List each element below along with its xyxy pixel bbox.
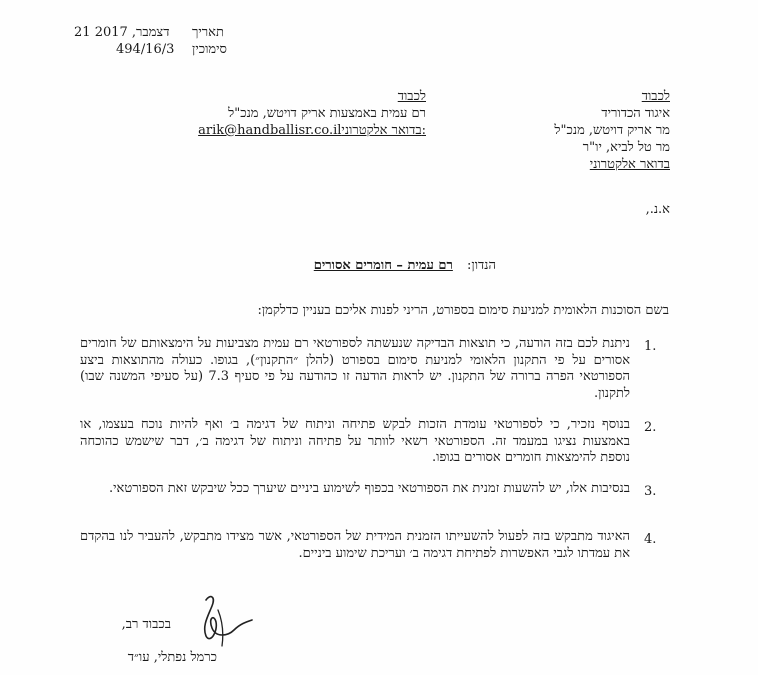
paragraph-text: בנסיבות אלו, יש להשעות זמנית את הספורטאי בכפוף לשימוע ביניים שיערך ככל שיבקש זאת הספורטאי.: [109, 481, 630, 496]
recipient-left-email[interactable]: arik@handballisr.co.il: [198, 123, 342, 138]
recipient-left-name: רם עמית באמצעות אריק דויטש, מנכ"ל: [228, 106, 426, 121]
date-label: תאריך: [192, 25, 224, 40]
subject-label: הנדון:: [467, 258, 496, 273]
subject-text: רם עמית – חומרים אסורים: [313, 258, 453, 273]
recipient-left-to: לכבוד: [397, 89, 426, 104]
paragraph-number: 3.: [644, 484, 657, 499]
closing-regards: בכבוד רב,: [121, 617, 171, 632]
subject-line: [314, 258, 496, 273]
recipient-left-email-label: בדואר אלקטרוני:: [341, 123, 426, 138]
paragraph-number: 4.: [644, 532, 657, 547]
signature-image: [188, 592, 260, 654]
recipient-right-line3: בדואר אלקטרוני: [589, 157, 670, 172]
recipient-right-org: איגוד הכדוריד: [601, 106, 670, 121]
date-value: 21 דצמבר, 2017: [74, 25, 170, 40]
intro-text: בשם הסוכנות הלאומית למניעת סימום בספורט, הריני לפנות אליכם בעניין כדלקמן:: [257, 303, 669, 318]
recipient-right-line1: מר אריק דויטש, מנכ"ל: [554, 123, 670, 138]
signer-name: כרמל נפתלי, עו״ד: [127, 650, 217, 665]
paragraph-text: האיגוד מתבקש בזה לפעול להשעייתו הזמנית המידית של הספורטאי, אשר מצידו מתבקש, להעביר לנו בהקדם את עמדתו לגבי האפשרות לפתיחת דגימה ב׳ ועריכת שימוע ביניים.: [80, 529, 630, 561]
paragraph-number: 1.: [644, 339, 657, 354]
reference-label: סימוכין: [192, 42, 227, 57]
paragraph-number: 2.: [644, 420, 657, 435]
paragraph-text: ניתנת לכם בזה הודעה, כי תוצאות הבדיקה שנעשתה לספורטאי רם עמית מצביעות על הימצאותם של חומרים אסורים על פי התקנון הלאומי למניעת סימום בספורט (להלן ״התקנון״), בגופו. כעולה מהתוצאות ביצע הספורטאי הפרה ברורה של התקנון. יש לראות הודעה זו כהודעה על פי סעיף 7.3 (על סעיפי המשנה שבו) לתקנון.: [80, 336, 630, 401]
recipient-right-to: לכבוד: [641, 89, 670, 104]
reference-value: 494/16/3: [116, 42, 175, 57]
recipient-right-line2: מר טל לביא, יו"ר: [582, 140, 670, 155]
greeting: א.נ.,: [645, 202, 670, 217]
paragraph-text: בנוסף נזכיר, כי לספורטאי עומדת הזכות לבקש פתיחה וניתוח של דגימה ב׳ ואף להיות נוכח בעצמו, או באמצעות נציגו במעמד זה. הספורטאי רשאי לוותר על פתיחה וניתוח של דגימה ב׳, דבר שישמש כהוכחה נוספת להימצאות חומרים אסורים בגופו.: [80, 417, 630, 465]
recipient-left-email-line: [198, 123, 426, 138]
